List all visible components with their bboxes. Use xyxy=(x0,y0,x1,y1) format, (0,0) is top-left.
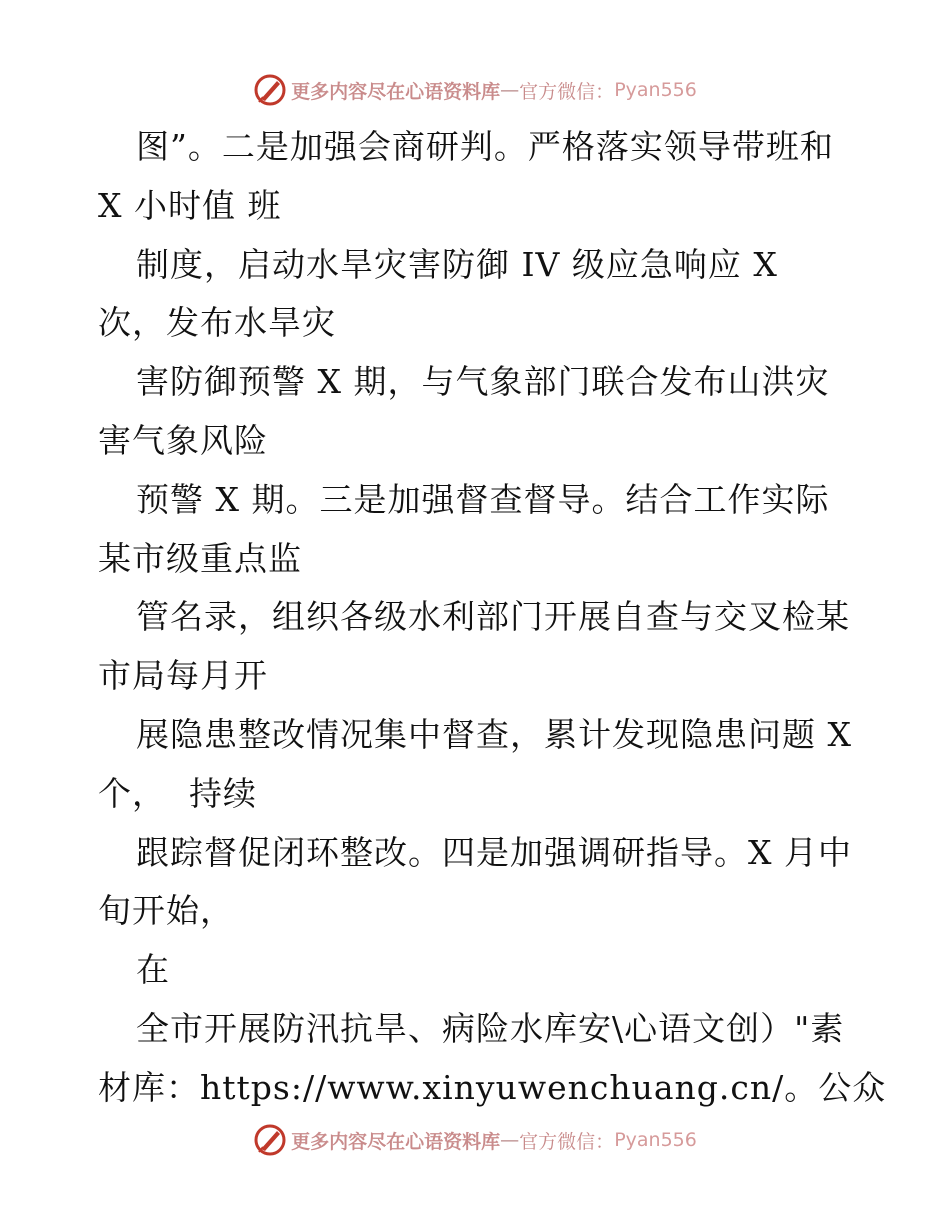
quill-logo-icon xyxy=(253,73,287,107)
body-line: 市局每月开 xyxy=(98,656,268,696)
banner-wechat-label: 官方微信： xyxy=(519,80,615,103)
body-line: 跟踪督促闭环整改。四是加强调研指导。X 月中 xyxy=(136,832,852,872)
body-line: 在 xyxy=(136,950,170,990)
body-line: 制度，启动水旱灾害防御 IV 级应急响应 X xyxy=(136,244,778,284)
body-line: 材库：https://www.xinyuwenchuang.cn/。公众 xyxy=(98,1067,887,1107)
body-line: 某市级重点监 xyxy=(98,538,302,578)
body-line: 次，发布水旱灾 xyxy=(98,303,336,343)
banner-wechat-id: Pyan556 xyxy=(614,79,697,101)
body-line: 个， 持续 xyxy=(98,773,257,813)
body-line: 全市开展防汛抗旱、病险水库安\心语文创）"素 xyxy=(136,1008,845,1048)
banner-separator: — xyxy=(500,1129,520,1151)
header-banner xyxy=(0,70,950,110)
body-line: 旬开始， xyxy=(98,891,234,931)
banner-wechat-id: Pyan556 xyxy=(614,1129,697,1151)
footer-banner xyxy=(0,1120,950,1160)
banner-separator: — xyxy=(500,79,520,101)
document-body xyxy=(98,118,898,1118)
banner-wechat-label: 官方微信： xyxy=(519,1130,615,1153)
body-line: 害气象风险 xyxy=(98,420,268,460)
quill-logo-icon xyxy=(253,1123,287,1157)
body-line: X 小时值 班 xyxy=(98,185,282,225)
banner-brand: 更多内容尽在心语资料库 xyxy=(291,80,501,103)
body-line: 害防御预警 X 期，与气象部门联合发布山洪灾 xyxy=(136,362,830,402)
body-line: 预警 X 期。三是加强督查督导。结合工作实际 xyxy=(136,479,830,519)
body-line: 展隐患整改情况集中督查，累计发现隐患问题 X xyxy=(136,714,852,754)
body-line: 管名录，组织各级水利部门开展自查与交叉检某 xyxy=(136,597,850,637)
body-line: 图”。二是加强会商研判。严格落实领导带班和 xyxy=(136,127,834,166)
banner-brand: 更多内容尽在心语资料库 xyxy=(291,1130,501,1153)
